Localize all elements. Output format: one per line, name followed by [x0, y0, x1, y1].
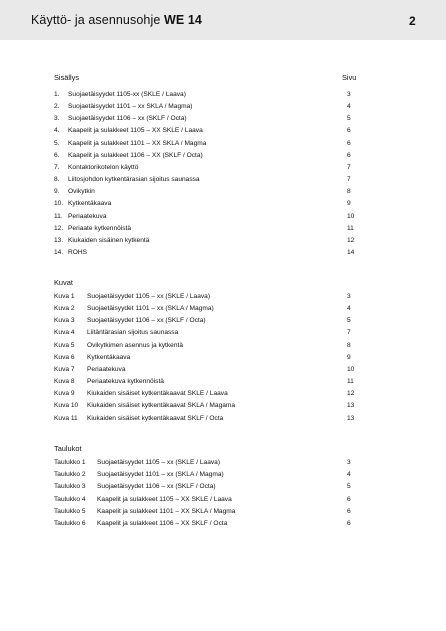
entry-number: Kuva 6 [54, 353, 75, 361]
table-entry[interactable] [0, 483, 446, 495]
entry-title: Suojaetäisyydet 1101 – xx (SKLA / Magma) [97, 471, 224, 479]
entry-title: Periaatekuva kytkennöistä [87, 378, 164, 386]
page-column-heading: Sivu [342, 73, 357, 82]
page-header [0, 0, 446, 40]
entry-number: Taulukko 2 [54, 471, 86, 479]
toc-entry[interactable] [0, 91, 446, 103]
entry-number: Kuva 3 [54, 317, 75, 325]
entry-page: 9 [347, 200, 351, 208]
entry-number: Kuva 5 [54, 341, 75, 349]
entry-title: Liitosjohdon kytkentärasian sijoitus saunassa [68, 176, 200, 184]
entry-title: Liitäntärasian sijoitus saunassa [87, 329, 179, 337]
table-entry[interactable] [0, 496, 446, 508]
table-entry[interactable] [0, 508, 446, 520]
entry-number: 1. [54, 91, 60, 98]
entry-page: 8 [347, 188, 351, 196]
figure-entry[interactable] [0, 415, 446, 427]
entry-title: Suojaetäisyydet 1105 – xx (SKLE / Laava) [97, 459, 221, 466]
toc-entry[interactable] [0, 115, 446, 127]
entry-number: 3. [54, 115, 60, 123]
entry-number: 9. [54, 188, 60, 196]
entry-page: 14 [347, 248, 355, 256]
toc-entry[interactable] [0, 164, 446, 176]
toc-entry[interactable] [0, 127, 446, 139]
entry-number: Kuva 4 [54, 329, 75, 337]
entry-page: 7 [347, 176, 351, 184]
entry-title: Suojaetäisyydet 1101 – xx SKLA / Magma) [68, 103, 193, 111]
entry-title: Kaapelit ja sulakkeet 1105 – XX SKLE / Laava [68, 127, 203, 135]
entry-title: Kaapelit ja sulakkeet 1101 – XX SKLA / Magma [68, 139, 207, 147]
toc-entry[interactable] [0, 176, 446, 188]
contents-heading: Sisällys [54, 73, 80, 82]
entry-title: Ovikytkimen asennus ja kytkentä [87, 341, 184, 349]
entry-page: 12 [347, 390, 355, 398]
table-entry[interactable] [0, 471, 446, 483]
entry-page: 6 [347, 495, 351, 503]
toc-entry[interactable] [0, 249, 446, 261]
figure-entry[interactable] [0, 329, 446, 341]
entry-title: Periaate kytkennöistä [68, 224, 132, 232]
document-title [31, 13, 202, 27]
entry-page: 4 [347, 305, 351, 313]
entry-title: ROHS [68, 248, 88, 256]
entry-title: Suojaetäisyydet 1105 – xx (SKLE / Laava) [87, 293, 211, 300]
entry-number: 14. [54, 248, 64, 256]
entry-page: 10 [347, 212, 355, 220]
entry-title: Periaatekuva [87, 365, 126, 373]
entry-page: 6 [347, 520, 351, 527]
entry-title: Kaapelit ja sulakkeet 1106 – XX (SKLF / Octa) [68, 151, 203, 159]
title-text: Käyttö- ja asennusohje [31, 13, 164, 27]
entry-number: 2. [54, 103, 60, 111]
toc-entry[interactable] [0, 225, 446, 237]
toc-entry[interactable] [0, 152, 446, 164]
entry-page: 7 [347, 329, 351, 337]
table-entry[interactable] [0, 520, 446, 532]
title-model: WE 14 [163, 13, 202, 27]
entry-page: 6 [347, 507, 351, 515]
entry-number: 6. [54, 151, 60, 159]
entry-number: 5. [54, 139, 60, 147]
figure-entry[interactable] [0, 342, 446, 354]
figure-entry[interactable] [0, 354, 446, 366]
entry-title: Kaapelit ja sulakkeet 1106 – XX SKLF / Octa [97, 520, 228, 527]
entry-number: 12. [54, 224, 64, 232]
entry-page: 7 [347, 163, 351, 171]
figure-entry[interactable] [0, 378, 446, 390]
figure-entry[interactable] [0, 293, 446, 305]
entry-number: Kuva 8 [54, 378, 75, 386]
entry-title: Kontaktorikotelon käyttö [68, 163, 139, 171]
entry-title: Kytkentäkaava [87, 353, 131, 361]
entry-page: 11 [347, 224, 354, 232]
entry-number: 8. [54, 176, 60, 184]
entry-page: 3 [347, 91, 351, 98]
tables-heading: Taulukot [54, 444, 82, 453]
entry-number: Kuva 2 [54, 305, 75, 313]
entry-number: 11. [54, 212, 63, 220]
entry-title: Periaatekuva [68, 212, 107, 220]
entry-title: Ovikytkin [68, 188, 95, 196]
entry-title: Kaapelit ja sulakkeet 1101 – XX SKLA / Magma [97, 507, 236, 515]
figure-entry[interactable] [0, 402, 446, 414]
figure-entry[interactable] [0, 366, 446, 378]
figure-entry[interactable] [0, 305, 446, 317]
entry-number: Kuva 11 [54, 414, 78, 422]
entry-page: 3 [347, 459, 351, 466]
toc-entry[interactable] [0, 237, 446, 249]
entry-page: 4 [347, 103, 351, 111]
entry-page: 6 [347, 127, 351, 135]
entry-page: 4 [347, 471, 351, 479]
entry-number: Taulukko 4 [54, 495, 86, 503]
toc-entry[interactable] [0, 140, 446, 152]
entry-title: Suojaetäisyydet 1106 – xx (SKLF / Octa) [68, 115, 187, 123]
page-number: 2 [409, 14, 416, 28]
entry-page: 9 [347, 353, 351, 361]
entry-title: Kiukaiden sisäiset kytkentäkaavat SKLE / Laava [87, 390, 228, 398]
toc-entry[interactable] [0, 200, 446, 212]
entry-number: 7. [54, 163, 60, 171]
entry-number: Kuva 10 [54, 402, 79, 410]
entry-title: Suojaetäisyydet 1106 – xx (SKLF / Octa) [87, 317, 206, 325]
entry-title: Kaapelit ja sulakkeet 1105 – XX SKLE / Laava [97, 495, 232, 503]
entry-number: Taulukko 6 [54, 520, 86, 527]
toc-entry[interactable] [0, 213, 446, 225]
entry-number: Taulukko 5 [54, 507, 86, 515]
entry-title: Kiukaiden sisäiset kytkentäkaavat SKLF / Octa [87, 414, 224, 422]
entry-title: Suojaetäisyydet 1106 – xx (SKLF / Octa) [97, 483, 216, 491]
entry-number: Kuva 1 [54, 293, 75, 300]
figure-entry[interactable] [0, 390, 446, 402]
entry-number: Kuva 7 [54, 365, 75, 373]
entry-page: 8 [347, 341, 351, 349]
entry-title: Suojaetäisyydet 1101 – xx (SKLA / Magma) [87, 305, 214, 313]
figures-heading: Kuvat [54, 278, 73, 287]
table-entry[interactable] [0, 459, 446, 471]
entry-page: 5 [347, 317, 351, 325]
entry-page: 5 [347, 115, 351, 123]
entry-number: 10. [54, 200, 64, 208]
entry-number: Kuva 9 [54, 390, 75, 398]
entry-number: 4. [54, 127, 60, 135]
entry-title: Kytkentäkaava [68, 200, 112, 208]
entry-title: Kiukaiden sisäinen kytkentä [68, 236, 150, 244]
entry-page: 6 [347, 139, 351, 147]
entry-page: 12 [347, 236, 355, 244]
entry-page: 3 [347, 293, 351, 300]
entry-page: 13 [347, 402, 355, 410]
figure-entry[interactable] [0, 317, 446, 329]
toc-entry[interactable] [0, 103, 446, 115]
entry-page: 5 [347, 483, 351, 491]
entry-number: 13. [54, 236, 64, 244]
entry-page: 10 [347, 365, 355, 373]
entry-number: Taulukko 1 [54, 459, 86, 466]
entry-number: Taulukko 3 [54, 483, 86, 491]
entry-page: 6 [347, 151, 351, 159]
toc-entry[interactable] [0, 188, 446, 200]
entry-title: Kiukaiden sisäiset kytkentäkaavat SKLA / Magama [87, 402, 236, 410]
entry-page: 11 [347, 378, 354, 386]
entry-page: 13 [347, 414, 355, 422]
entry-title: Suojaetäisyydet 1105-xx (SKLE / Laava) [68, 91, 186, 98]
